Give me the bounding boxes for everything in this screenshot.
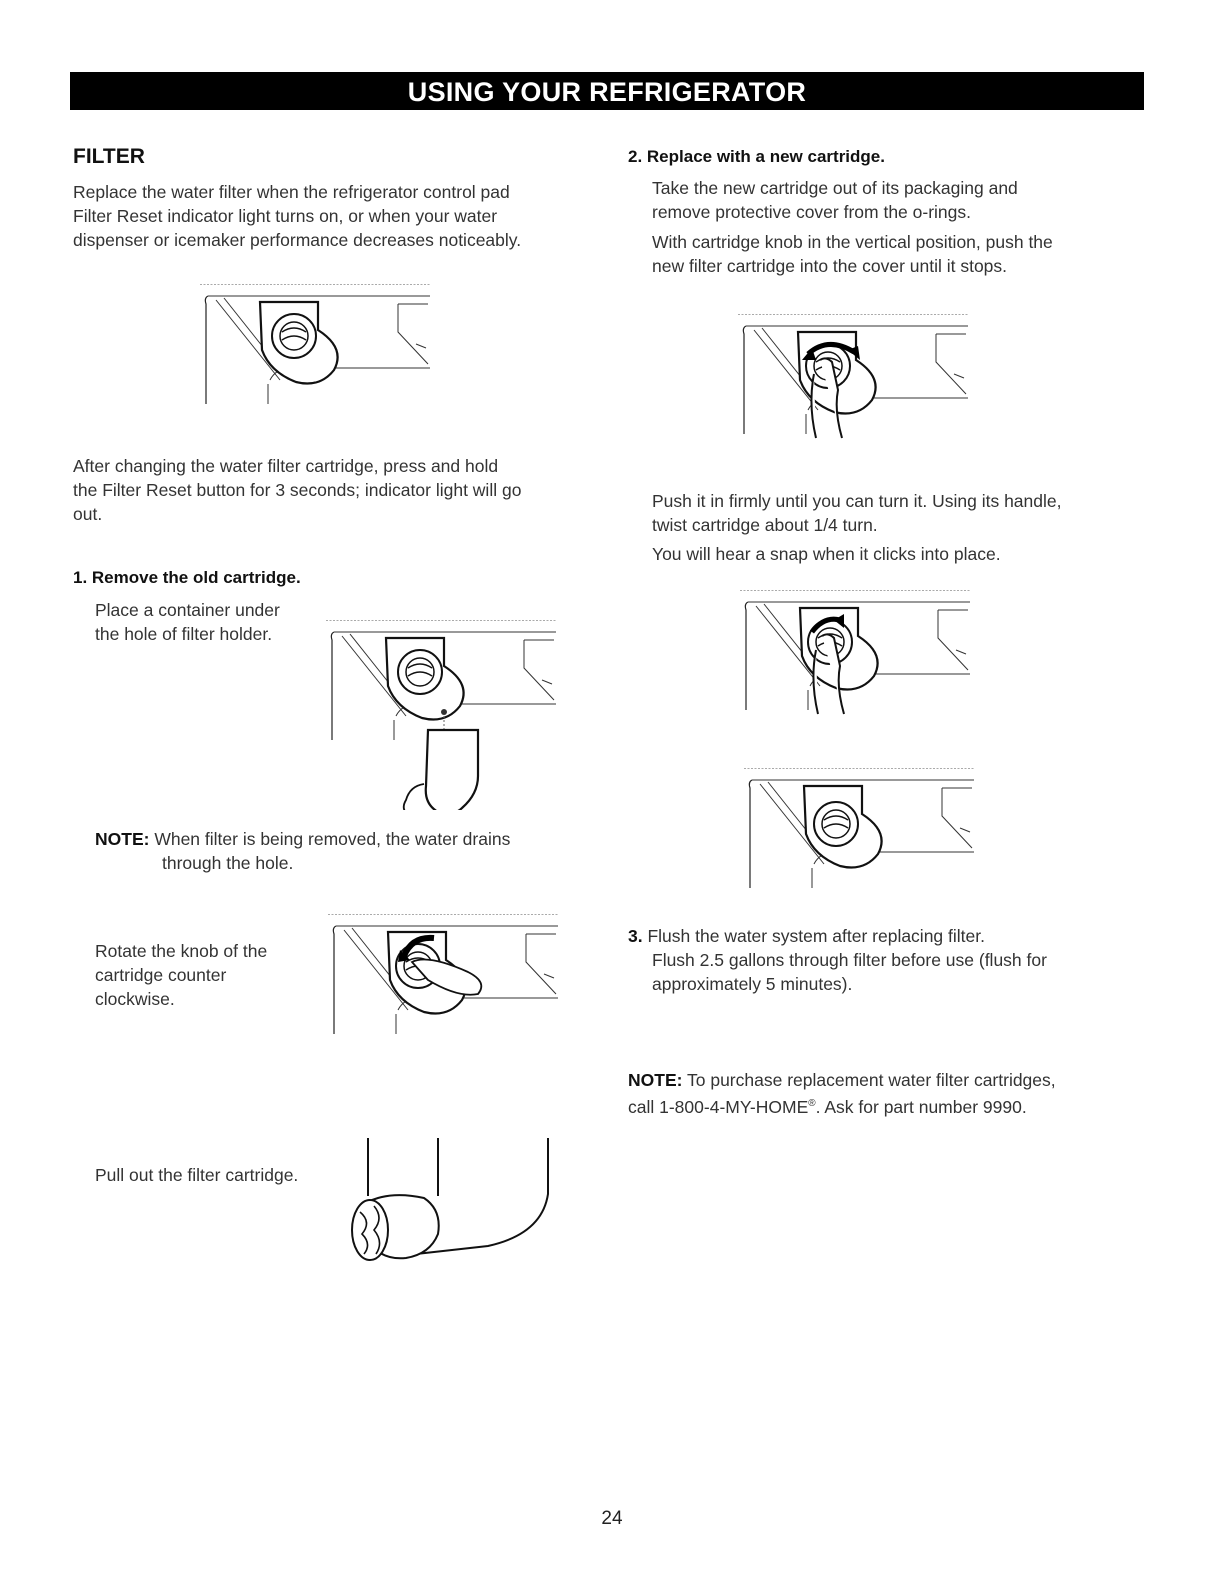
filter-intro-line: Filter Reset indicator light turns on, or when your water bbox=[73, 206, 498, 226]
step3-number: 3. bbox=[628, 926, 643, 946]
drain-hole-icon bbox=[441, 709, 447, 715]
step2-para1 bbox=[652, 176, 1018, 224]
step3 bbox=[628, 924, 1047, 996]
step2-heading: 2. Replace with a new cartridge. bbox=[628, 147, 885, 166]
filter-knob-icon bbox=[398, 650, 442, 694]
container-cup-icon bbox=[404, 730, 478, 810]
reset-instruction-line: the Filter Reset button for 3 seconds; indicator light will go bbox=[73, 480, 522, 500]
insert-cartridge-illustration bbox=[738, 314, 970, 446]
rotate-instruction-line: clockwise. bbox=[95, 989, 175, 1009]
purchase-note bbox=[628, 1068, 1056, 1119]
rotate-knob-illustration bbox=[328, 914, 560, 1044]
filter-intro-line: dispenser or icemaker performance decreases noticeably. bbox=[73, 230, 522, 250]
step2-para1-line: Take the new cartridge out of its packaging and bbox=[652, 178, 1018, 198]
step3-line1: Flush the water system after replacing filter. bbox=[647, 926, 985, 946]
drain-note bbox=[95, 827, 510, 875]
filter-housing-illustration bbox=[200, 284, 432, 412]
installed-cartridge-illustration bbox=[744, 768, 976, 900]
filter-intro-line: Replace the water filter when the refrigerator control pad bbox=[73, 182, 510, 202]
step2-para3-line: twist cartridge about 1/4 turn. bbox=[652, 515, 878, 535]
rotate-instruction-line: Rotate the knob of the bbox=[95, 941, 268, 961]
section-title: FILTER bbox=[73, 145, 145, 168]
filter-knob-icon bbox=[272, 314, 316, 358]
reset-instruction-line: After changing the water filter cartridge, press and hold bbox=[73, 456, 499, 476]
container-instruction-line: Place a container under bbox=[95, 600, 280, 620]
pull-cartridge-illustration bbox=[338, 1138, 558, 1266]
purchase-note-line1: To purchase replacement water filter cartridges, bbox=[687, 1070, 1056, 1090]
step2-para3-line: Push it in firmly until you can turn it. Using its handle, bbox=[652, 491, 1062, 511]
pull-instruction: Pull out the filter cartridge. bbox=[95, 1165, 299, 1185]
rotate-instruction bbox=[95, 939, 267, 1011]
step2-para2-line: With cartridge knob in the vertical position, push the bbox=[652, 232, 1053, 252]
step2-para1-line: remove protective cover from the o-rings. bbox=[652, 202, 972, 222]
filter-intro bbox=[73, 180, 521, 252]
drain-container-illustration bbox=[326, 620, 558, 810]
twist-cartridge-illustration bbox=[740, 590, 972, 720]
step2-para3 bbox=[652, 489, 1062, 537]
container-instruction-line: the hole of filter holder. bbox=[95, 624, 273, 644]
reset-instruction bbox=[73, 454, 521, 526]
step2-para4: You will hear a snap when it clicks into place. bbox=[652, 544, 1001, 564]
page-number: 24 bbox=[601, 1508, 623, 1529]
step1-heading: 1. Remove the old cartridge. bbox=[73, 568, 301, 587]
filter-knob-icon bbox=[814, 802, 858, 846]
registered-mark: ® bbox=[808, 1098, 816, 1109]
step2-para2-line: new filter cartridge into the cover until it stops. bbox=[652, 256, 1008, 276]
step3-line2: Flush 2.5 gallons through filter before use (flush for bbox=[652, 950, 1047, 970]
cartridge-end-icon bbox=[352, 1200, 388, 1260]
note-text: When filter is being removed, the water drains bbox=[154, 829, 511, 849]
note-label: NOTE: bbox=[628, 1070, 683, 1090]
reset-instruction-line: out. bbox=[73, 504, 103, 524]
step3-line3: approximately 5 minutes). bbox=[652, 974, 853, 994]
purchase-note-part: . Ask for part number 9990. bbox=[815, 1096, 1027, 1117]
note-label: NOTE: bbox=[95, 829, 150, 849]
phone-number: call 1-800-4-MY-HOME bbox=[628, 1096, 809, 1117]
page-banner: USING YOUR REFRIGERATOR bbox=[70, 72, 1144, 110]
note-text-line: through the hole. bbox=[162, 853, 294, 873]
container-instruction bbox=[95, 598, 280, 646]
rotate-instruction-line: cartridge counter bbox=[95, 965, 227, 985]
step2-para2 bbox=[652, 230, 1053, 278]
